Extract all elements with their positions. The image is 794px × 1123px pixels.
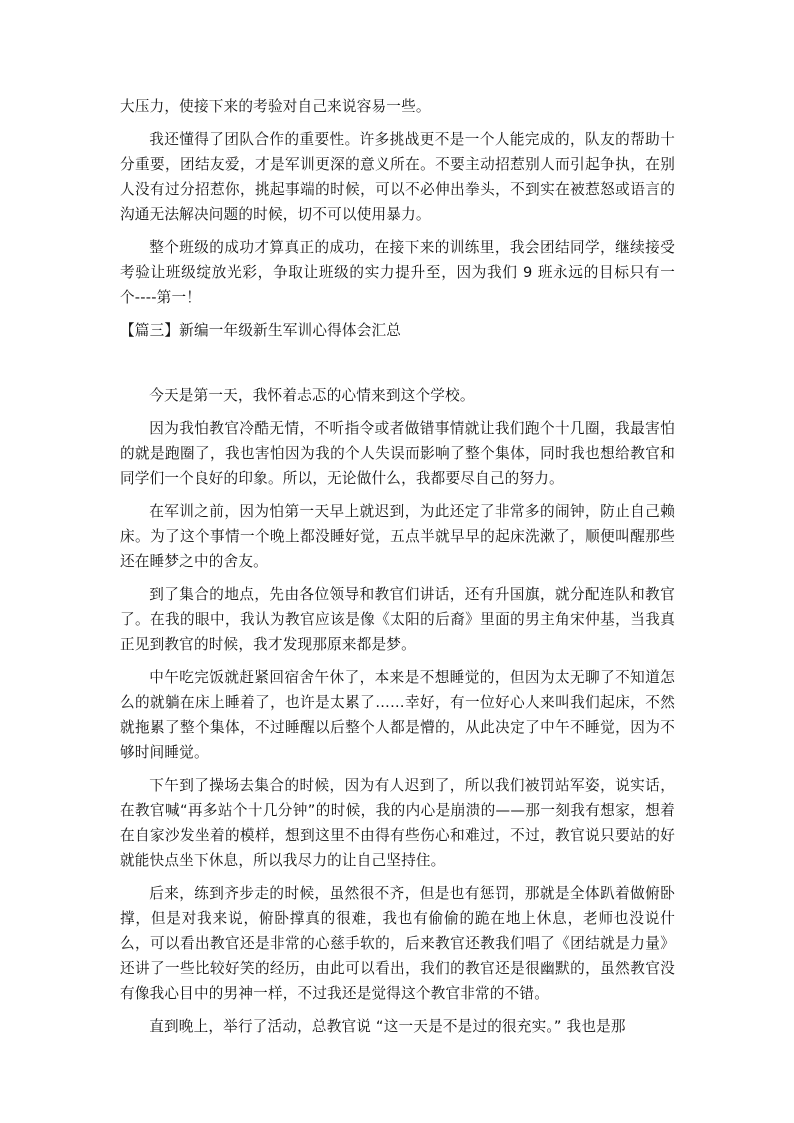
section-heading: 【篇三】新编一年级新生军训心得体会汇总 (120, 322, 402, 339)
paragraph: 直到晚上，举行了活动，总教官说 “这一天是不是过的很充实。” 我也是那 (149, 1018, 626, 1035)
paragraph: 中午吃完饭就赶紧回宿舍午休了，本来是不想睡觉的，但因为太无聊了不知道怎么的就躺在床上睡着了，也许是太累了……幸好，有一位好心人来叫我们起床，不然就拖累了整个集体，不过睡醒以后整个人都是懵的，从此决定了中午不睡觉，因为不够时间睡觉。 (120, 669, 675, 761)
paragraph: 在军训之前，因为怕第一天早上就迟到，为此还定了非常多的闹钟，防止自己赖床。为了这个事情一个晚上都没睡好觉，五点半就早早的起床洗漱了，顺便叫醒那些还在睡梦之中的舍友。 (120, 503, 675, 570)
paragraph: 整个班级的成功才算真正的成功，在接下来的训练里，我会团结同学，继续接受考验让班级绽放光彩，争取让班级的实力提升至，因为我们 9 班永远的目标只有一个----第一！ (120, 239, 675, 306)
paragraph: 今天是第一天，我怀着忐忑的心情来到这个学校。 (149, 387, 475, 404)
section-spacer (120, 343, 675, 383)
paragraph: 下午到了操场去集合的时候，因为有人迟到了，所以我们被罚站军姿，说实话，在教官喊“再多站个十几分钟”的时候，我的内心是崩溃的——那一刻我有想家，想着在自家沙发坐着的模样，想到这里不由得有些伤心和难过，不过，教官说只要站的好就能快点坐下休息，所以我尽力的让自己坚持住。 (120, 777, 675, 869)
paragraph: 后来，练到齐步走的时候，虽然很不齐，但是也有惩罚，那就是全体趴着做俯卧撑，但是对我来说，俯卧撑真的很难，我也有偷偷的跪在地上休息，老师也没说什么，可以看出教官还是非常的心慈手软的，后来教官还教我们唱了《团结就是力量》 还讲了一些比较好笑的经历，由此可以看出，我们的教官还是很幽默的，虽然教官没有像我心目中的男神一样，不过我还是觉得这个教官非常的不错。 (120, 885, 675, 1002)
main-section (120, 383, 675, 1039)
document-page (120, 94, 675, 1047)
paragraph: 我还懂得了团队合作的重要性。许多挑战更不是一个人能完成的，队友的帮助十分重要，团结友爱，才是军训更深的意义所在。不要主动招惹别人而引起争执，在别人没有过分招惹你，挑起事端的时候，可以不必伸出拳头，不到实在被惹怒或语言的沟通无法解决问题的时候，切不可以使用暴力。 (120, 131, 675, 223)
top-section (120, 94, 675, 310)
paragraph: 到了集合的地点，先由各位领导和教官们讲话，还有升国旗，就分配连队和教官了。在我的眼中，我认为教官应该是像《太阳的后裔》里面的男主角宋仲基，当我真正见到教官的时候，我才发现那原来都是梦。 (120, 586, 675, 653)
paragraph: 大压力，使接下来的考验对自己来说容易一些。 (120, 98, 431, 115)
paragraph: 因为我怕教官冷酷无情，不听指令或者做错事情就让我们跑个十几圈，我最害怕的就是跑圈了，我也害怕因为我的个人失误而影响了整个集体，同时我也想给教官和同学们一个良好的印象。所以，无论做什么，我都要尽自己的努力。 (120, 420, 675, 487)
